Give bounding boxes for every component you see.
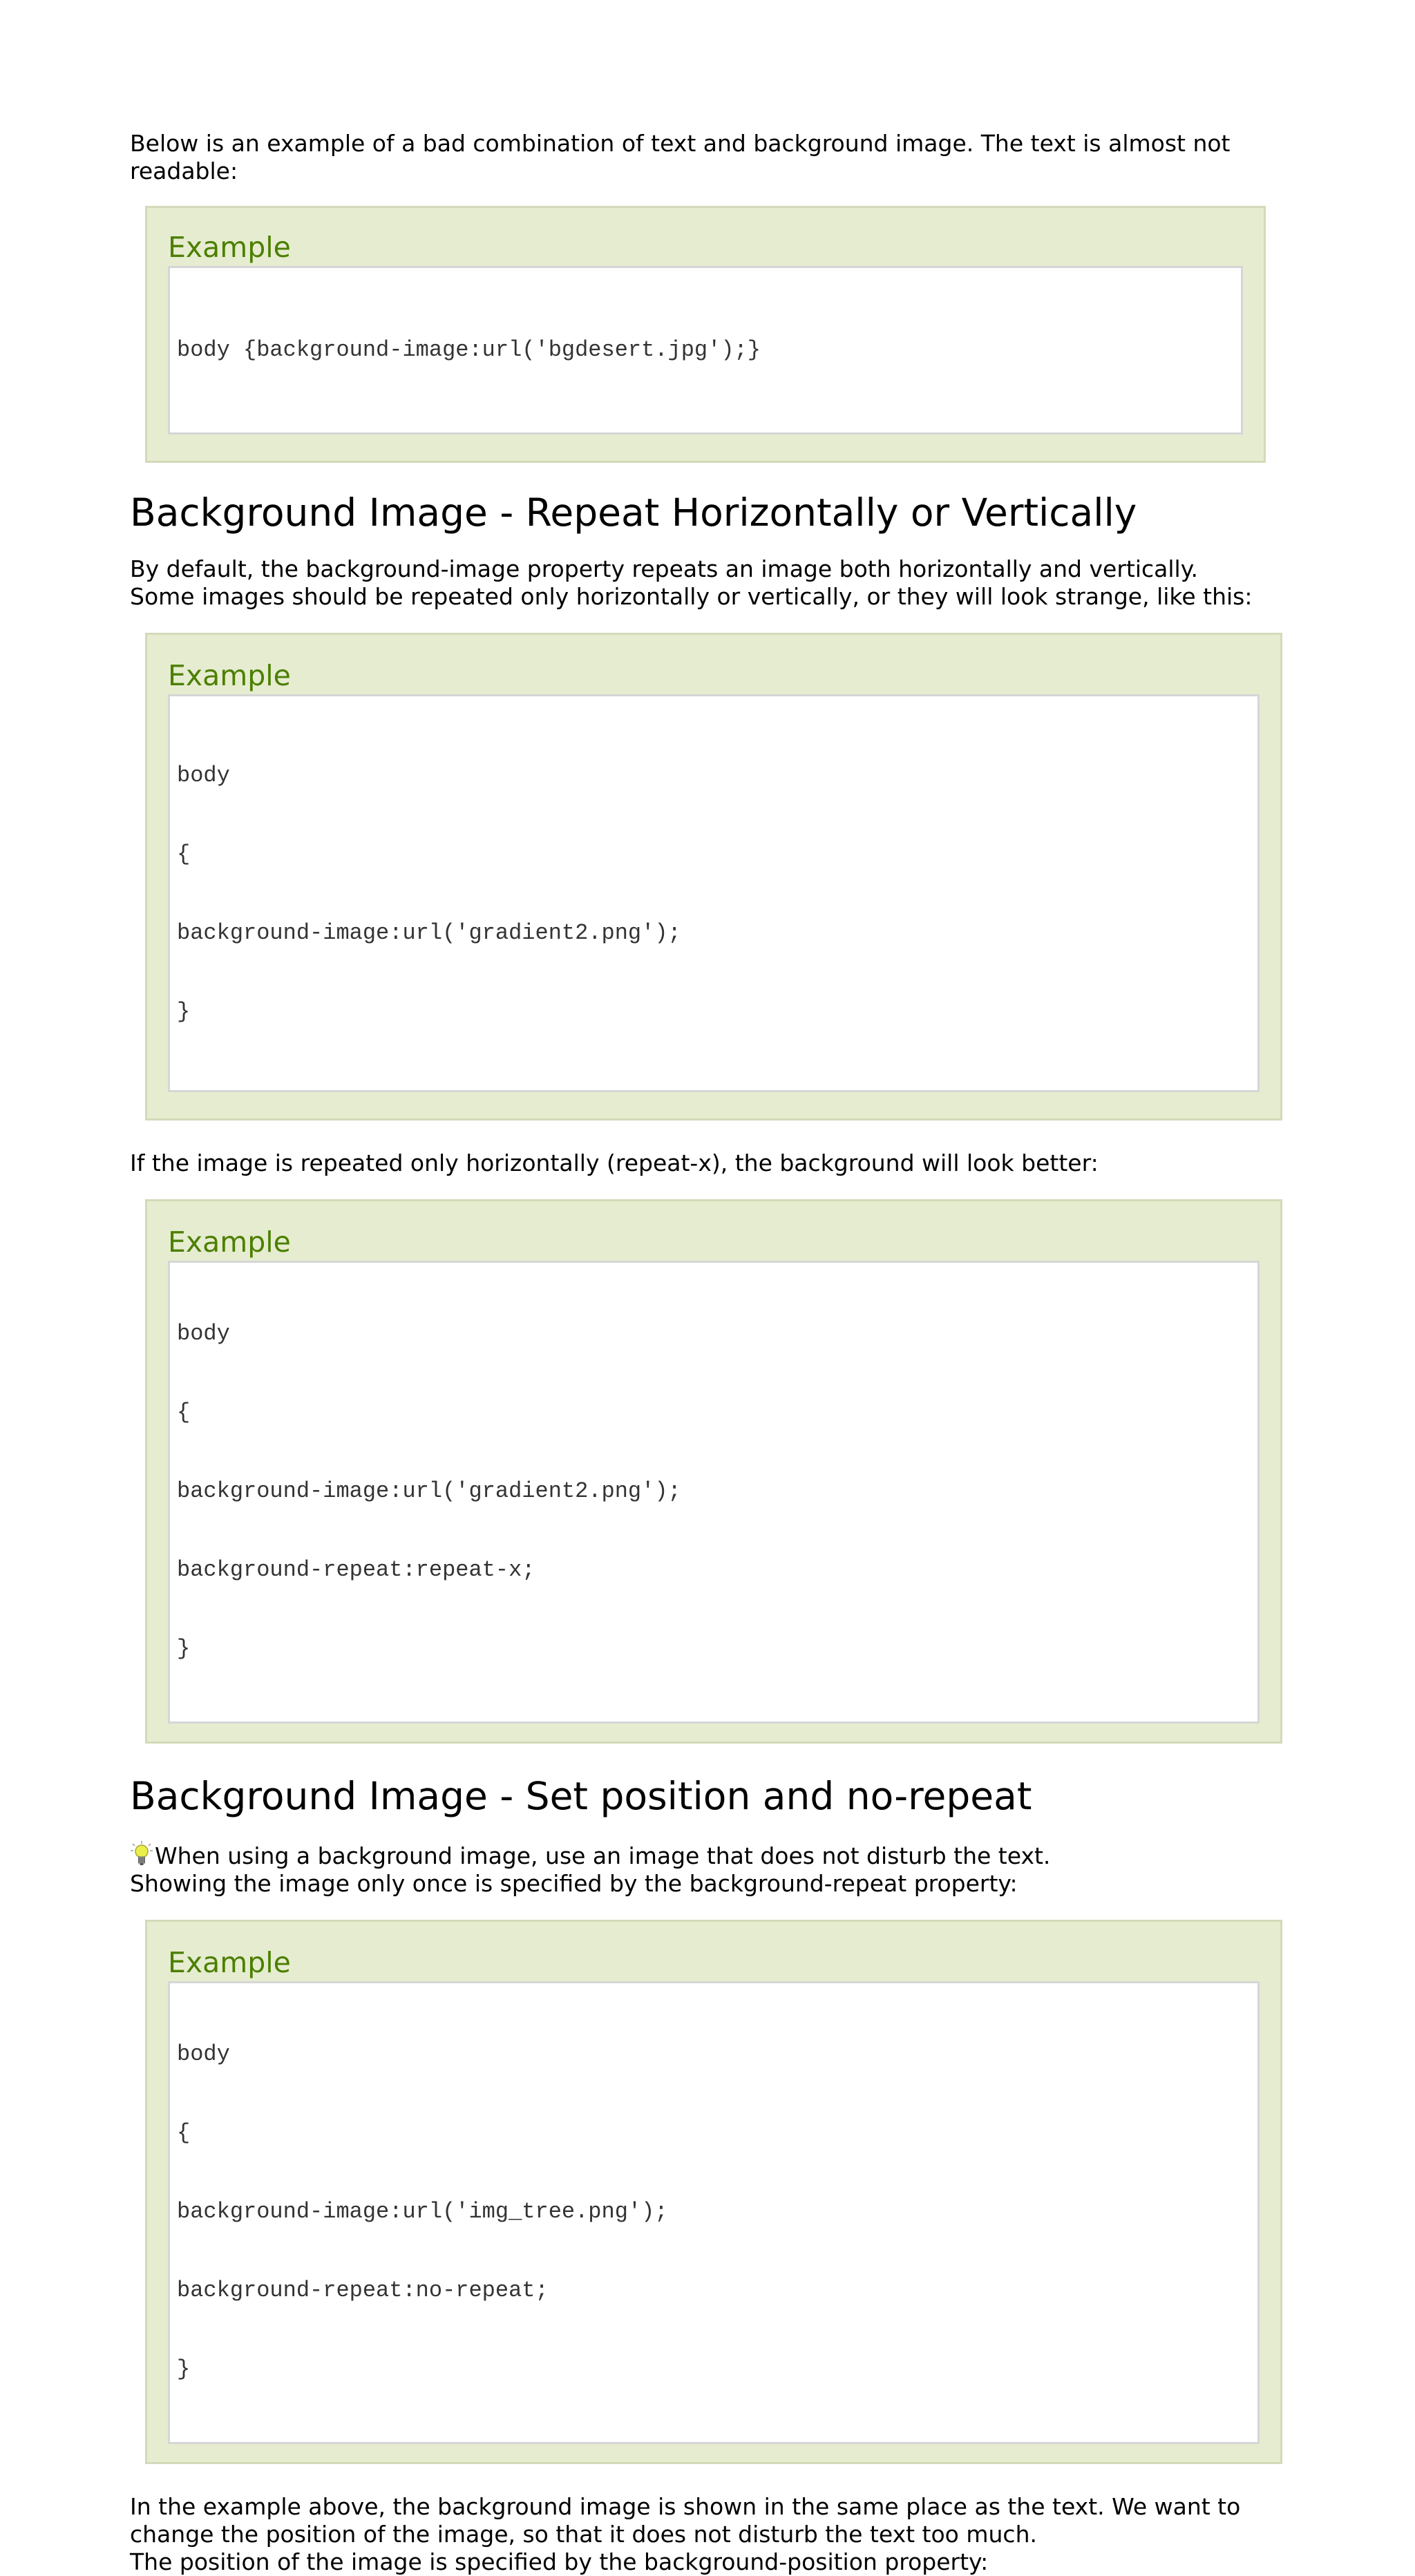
repeat-paragraph: [130, 555, 1291, 611]
page-content: [130, 130, 1291, 2576]
outro-line-2: change the position of the image, so that it does not disturb the text too much.: [130, 2521, 1037, 2548]
code-block: [168, 1261, 1260, 1724]
code-line: }: [177, 2356, 191, 2382]
code-block: [168, 694, 1260, 1092]
code-line: body: [177, 763, 230, 788]
code-line: body: [177, 1321, 230, 1346]
outro-paragraph: [130, 2493, 1291, 2576]
example-title: Example: [168, 1946, 291, 1979]
tip-line: [130, 1840, 1291, 1870]
code-block: [168, 266, 1243, 435]
intro-paragraph: [130, 130, 1291, 185]
code-line: {: [177, 1400, 191, 1425]
no-repeat-line: Showing the image only once is specified by the background-repeat property:: [130, 1870, 1018, 1897]
code-line: background-repeat:repeat-x;: [177, 1557, 535, 1583]
code-block: [168, 1981, 1260, 2444]
code-line: background-image:url('gradient2.png');: [177, 1478, 681, 1504]
example-title: Example: [168, 1225, 291, 1259]
repeat-x-paragraph: If the image is repeated only horizontally (repeat-x), the background will look better:: [130, 1149, 1099, 1176]
code-line: }: [177, 1636, 191, 1661]
intro-line-1: Below is an example of a bad combination of text and background image. The text is almost not: [130, 130, 1231, 157]
code-line: }: [177, 999, 191, 1024]
example-box-1: [145, 206, 1266, 463]
code-line: body: [177, 2041, 230, 2067]
code-line: {: [177, 2120, 191, 2146]
code-line: {: [177, 841, 191, 867]
lightbulb-icon: [130, 1840, 153, 1867]
code-line: background-repeat:no-repeat;: [177, 2278, 549, 2303]
tip-text: When using a background image, use an image that does not disturb the text.: [155, 1842, 1051, 1869]
repeat-line-1: By default, the background-image property repeats an image both horizontally and vertically.: [130, 555, 1199, 582]
code-line: background-image:url('img_tree.png');: [177, 2199, 668, 2224]
section-heading-repeat: Background Image - Repeat Horizontally or Vertically: [130, 490, 1137, 535]
tip-paragraph: [130, 1840, 1291, 1898]
outro-line-3: The position of the image is specified by the background-position property:: [130, 2548, 989, 2575]
code-line: background-image:url('gradient2.png');: [177, 920, 681, 946]
intro-line-2: readable:: [130, 158, 238, 184]
code-line: body {background-image:url('bgdesert.jpg');}: [177, 337, 761, 363]
section-heading-position: Background Image - Set position and no-repeat: [130, 1774, 1032, 1818]
repeat-line-2: Some images should be repeated only horizontally or vertically, or they will look strange, like this:: [130, 583, 1253, 610]
example-title: Example: [168, 659, 291, 692]
example-box-3: [145, 1199, 1282, 1744]
outro-line-1: In the example above, the background image is shown in the same place as the text. We want to: [130, 2493, 1241, 2520]
example-box-2: [145, 633, 1282, 1120]
example-title: Example: [168, 231, 291, 264]
example-box-4: [145, 1920, 1282, 2464]
